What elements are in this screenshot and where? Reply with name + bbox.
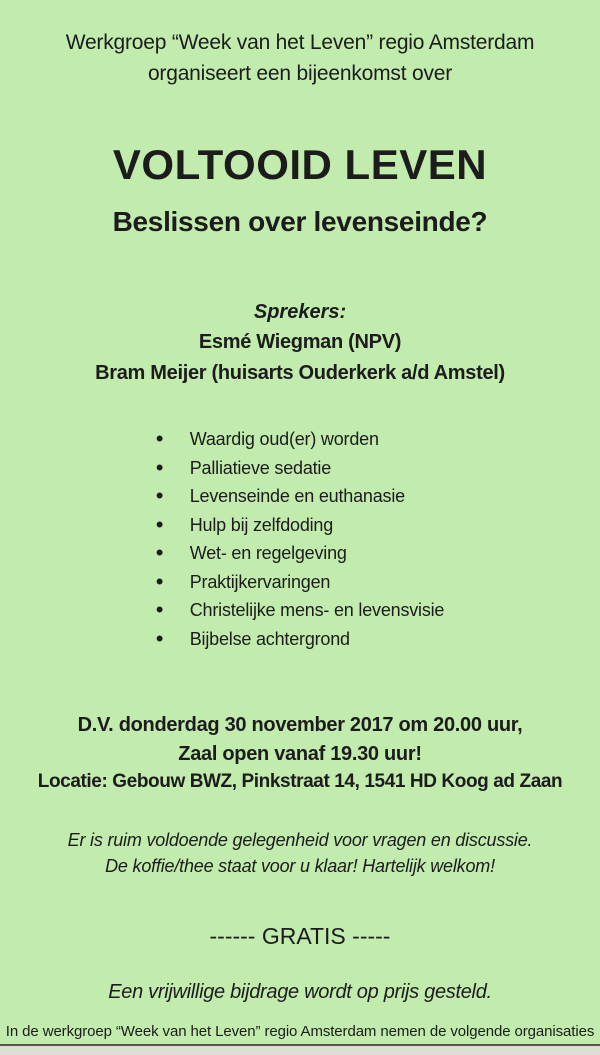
welcome-line-1: Er is ruim voldoende gelegenheid voor vragen en discussie. <box>67 829 533 850</box>
list-item: • Waardig oud(er) worden <box>156 425 445 454</box>
welcome-line-2: De koffie/thee staat voor u klaar! Hartelijk welkom! <box>105 855 495 876</box>
event-location: Locatie: Gebouw BWZ, Pinkstraat 14, 1541 HD Koog ad Zaan <box>37 771 563 792</box>
speaker-name: Bram Meijer (huisarts Ouderkerk a/d Amstel) <box>95 362 505 384</box>
event-date-time: D.V. donderdag 30 november 2017 om 20.00 uur, <box>77 714 523 736</box>
speakers-heading: Sprekers: <box>253 301 347 323</box>
list-item: • Christelijke mens- en levensvisie <box>156 596 445 625</box>
header-line-2: organiseert een bijeenkomst over <box>147 62 453 85</box>
welcome-note <box>0 827 600 879</box>
event-doors-open: Zaal open vanaf 19.30 uur! <box>178 742 422 765</box>
page-title: VOLTOOID LEVEN <box>112 141 488 188</box>
page-subtitle: Beslissen over levenseinde? <box>112 206 488 237</box>
donation-note: Een vrijwillige bijdrage wordt op prijs gesteld. <box>108 980 492 1003</box>
gratis-line: ------ GRATIS ----- <box>209 922 391 949</box>
list-item: • Hulp bij zelfdoding <box>156 511 445 540</box>
list-item: • Levenseinde en euthanasie <box>156 482 445 511</box>
speakers-list <box>0 327 600 389</box>
list-item: • Wet- en regelgeving <box>156 539 445 568</box>
bottom-edge-strip <box>0 1046 600 1055</box>
header <box>0 0 600 89</box>
list-item: • Praktijkervaringen <box>156 568 445 597</box>
footer-line-1: In de werkgroep “Week van het Leven” regio Amsterdam nemen de volgende organisaties <box>5 1022 595 1040</box>
list-item: • Bijbelse achtergrond <box>156 625 445 654</box>
header-line-1: Werkgroep “Week van het Leven” regio Amsterdam <box>65 31 535 54</box>
speaker-name: Esmé Wiegman (NPV) <box>198 331 402 353</box>
topics-list <box>156 425 445 653</box>
list-item: • Palliatieve sedatie <box>156 454 445 483</box>
event-details <box>0 711 600 797</box>
